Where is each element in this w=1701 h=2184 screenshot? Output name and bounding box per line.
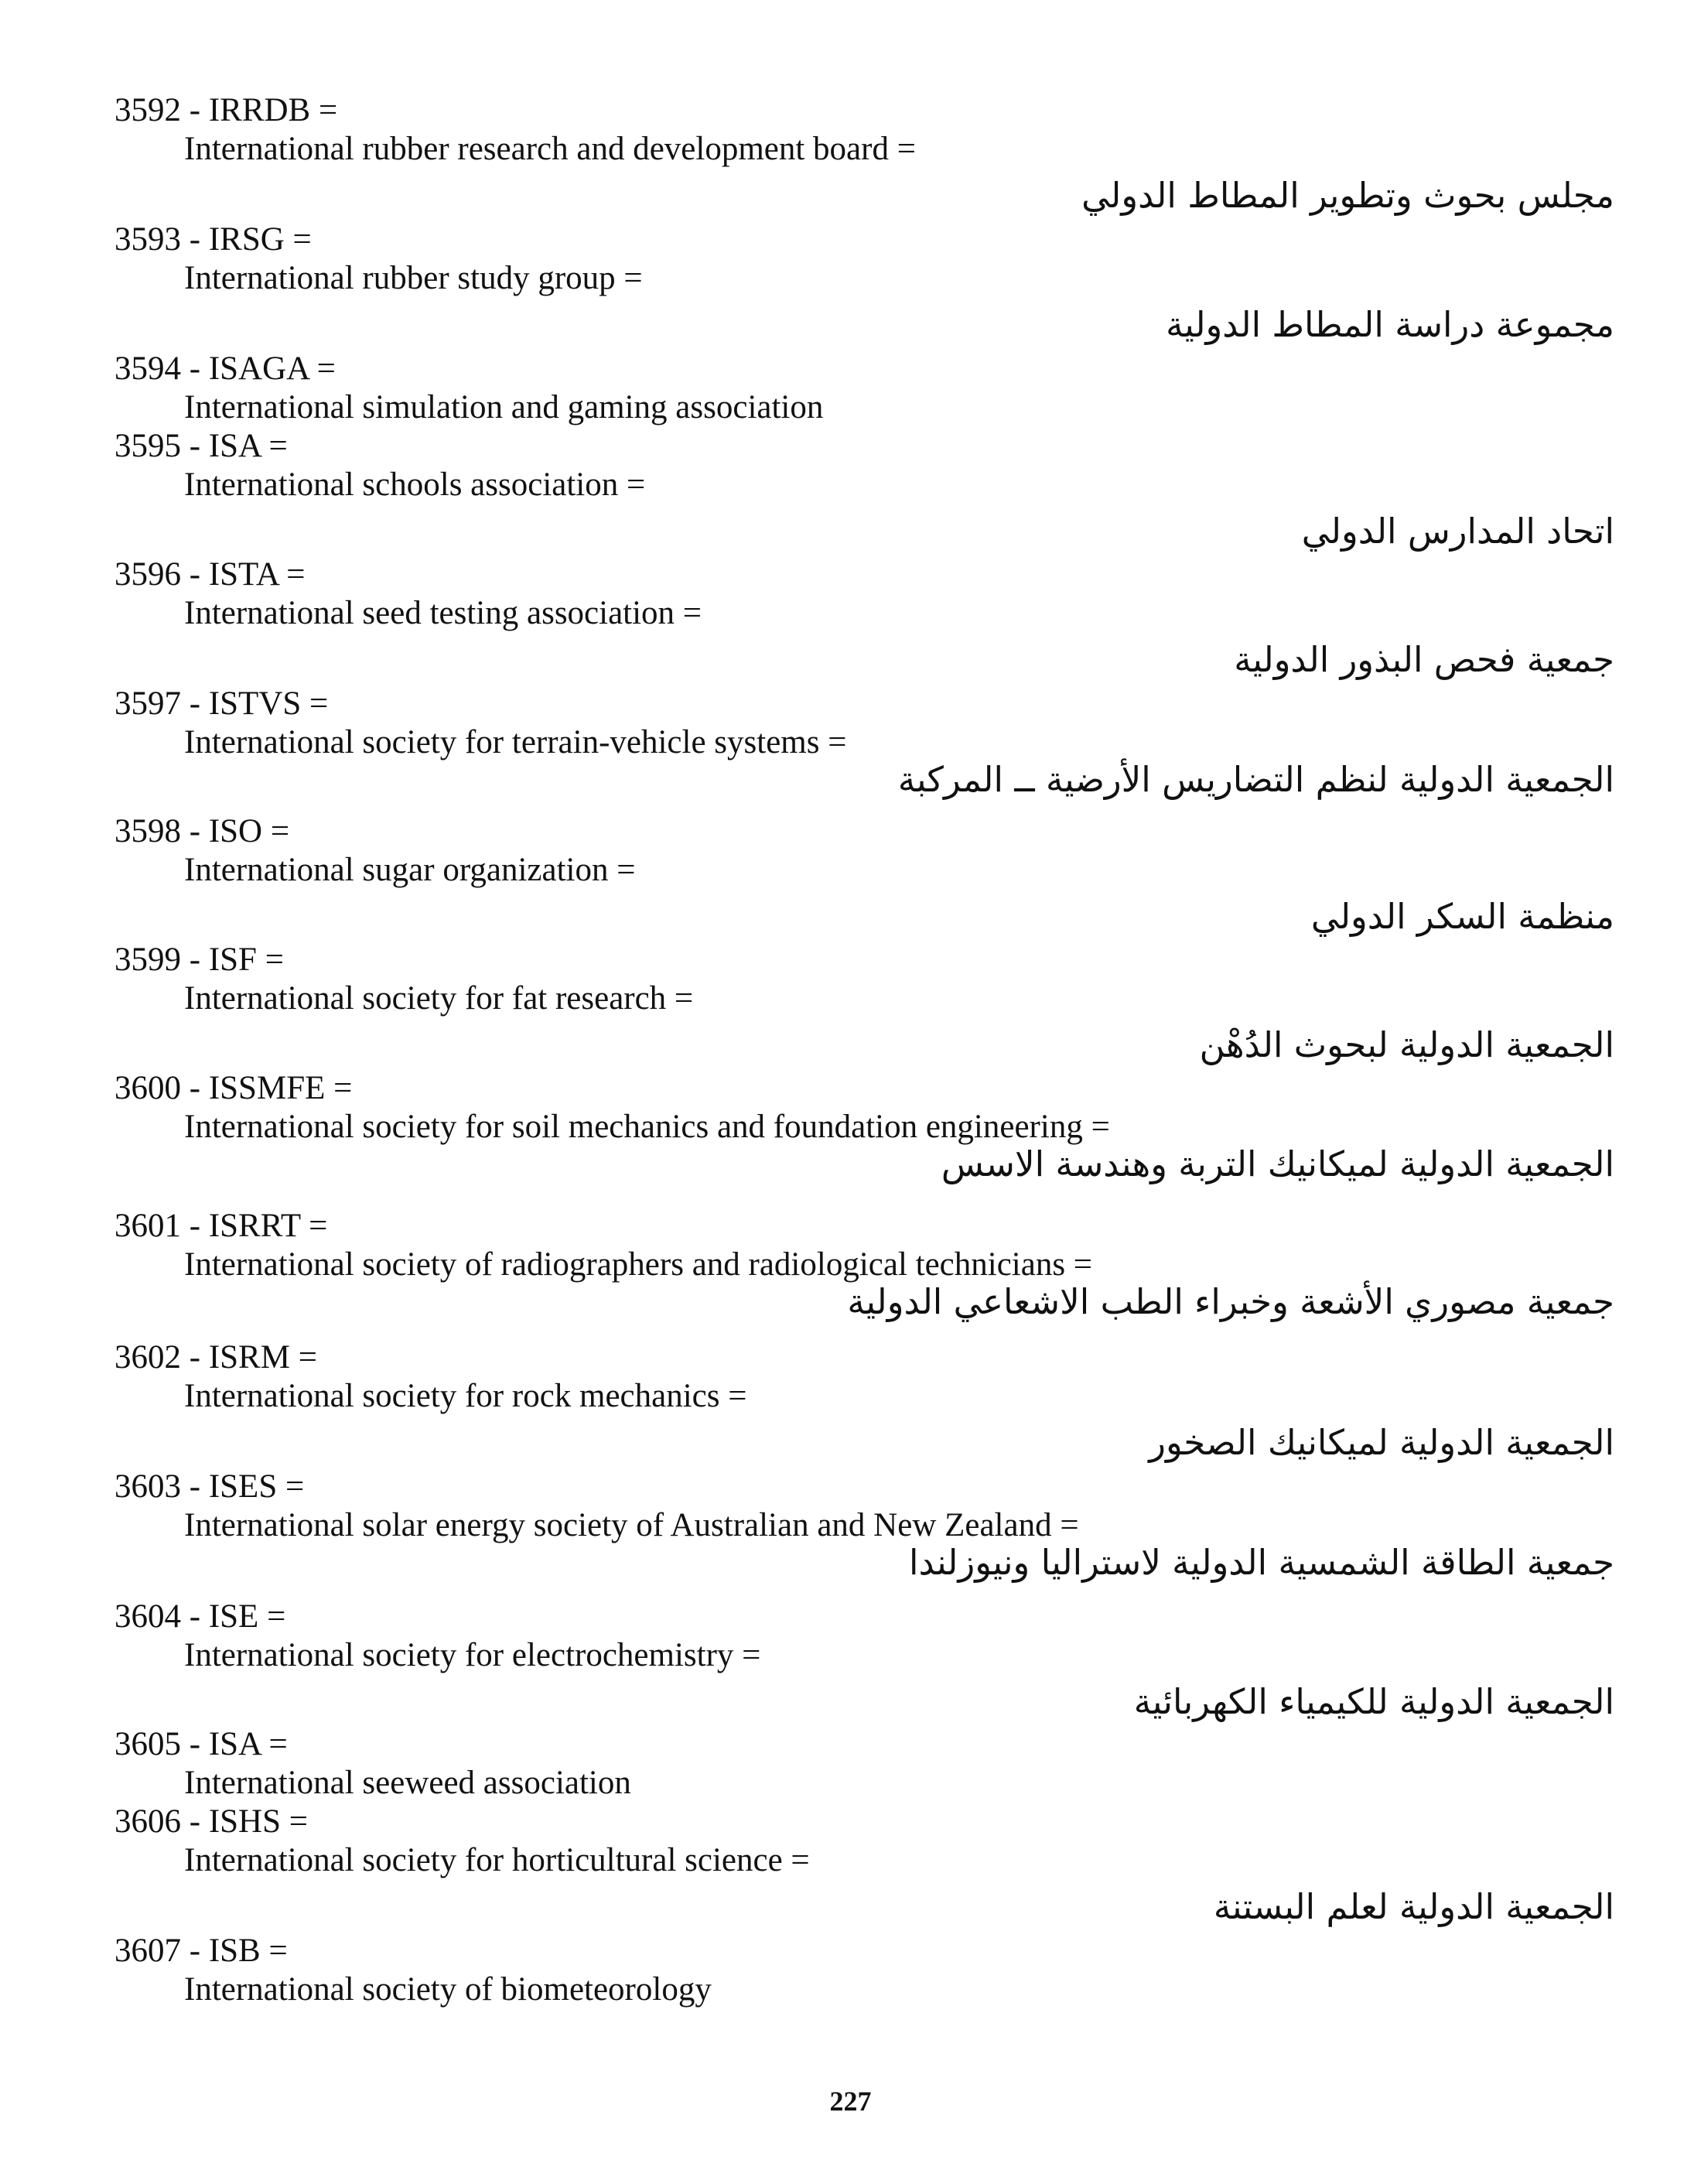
entry-english: International seed testing association = [184,595,702,631]
entry-heading: 3595 - ISA = [114,428,288,464]
entry-arabic: الجمعية الدولية لميكانيك الصخور [1149,1422,1614,1463]
entry-arabic: جمعية الطاقة الشمسية الدولية لاستراليا ونيوزلندا [909,1542,1614,1583]
entry-heading: 3592 - IRRDB = [114,92,338,128]
entry-heading: 3598 - ISO = [114,813,290,849]
entry-english: International society for soil mechanics and foundation engineering = [184,1109,1110,1145]
entry-heading: 3606 - ISHS = [114,1803,309,1840]
entry-arabic: منظمة السكر الدولي [1310,896,1614,937]
entry-3598 [0,812,1701,944]
entry-arabic: مجلس بحوث وتطوير المطاط الدولي [1081,175,1614,216]
entry-english: International society of biometeorology [184,1971,712,2008]
entry-3599 [0,941,1701,1072]
entry-3593 [0,220,1701,352]
entry-3606 [0,1803,1701,1934]
entry-english: International solar energy society of Australian and New Zealand = [184,1507,1079,1543]
entry-arabic: اتحاد المدارس الدولي [1301,511,1614,552]
entry-heading: 3593 - IRSG = [114,221,312,258]
entry-arabic: جمعية مصوري الأشعة وخبراء الطب الاشعاعي الدولية [847,1281,1614,1322]
entry-english: International seeweed association [184,1765,631,1801]
entry-arabic: الجمعية الدولية لنظم التضاريس الأرضية ــ المركبة [897,759,1614,800]
entry-heading: 3604 - ISE = [114,1598,286,1635]
entry-english: International simulation and gaming association [184,389,824,426]
entry-arabic: جمعية فحص البذور الدولية [1234,639,1614,680]
page-number: 227 [829,2086,872,2117]
entry-3605 [0,1725,1701,1803]
entry-english: International schools association = [184,467,646,503]
entry-3601 [0,1207,1701,1329]
entry-arabic: الجمعية الدولية للكيمياء الكهربائية [1133,1681,1614,1722]
entry-english: International society for electrochemistry = [184,1637,761,1673]
entry-arabic: الجمعية الدولية لميكانيك التربة وهندسة الاسس [941,1143,1614,1184]
entry-3592 [0,91,1701,223]
entry-heading: 3601 - ISRRT = [114,1208,328,1244]
entry-heading: 3597 - ISTVS = [114,685,329,722]
entry-3600 [0,1069,1701,1191]
entry-english: International rubber study group = [184,260,643,296]
entry-heading: 3603 - ISES = [114,1468,305,1505]
entry-english: International rubber research and development board = [184,131,916,167]
entry-english: International society for horticultural science = [184,1842,810,1878]
entry-english: International society for terrain-vehicle systems = [184,724,847,760]
entry-3607 [0,1932,1701,2009]
entry-heading: 3600 - ISSMFE = [114,1070,353,1106]
entry-english: International society for fat research = [184,980,694,1017]
entry-3594 [0,350,1701,427]
entry-english: International society for rock mechanics = [184,1378,747,1414]
entry-arabic: مجموعة دراسة المطاط الدولية [1166,304,1614,345]
entry-heading: 3605 - ISA = [114,1726,288,1762]
entry-3603 [0,1468,1701,1590]
entry-3597 [0,685,1701,807]
entry-arabic: الجمعية الدولية لعلم البستنة [1213,1886,1614,1927]
entry-3595 [0,427,1701,559]
entry-english: International society of radiographers and radiological technicians = [184,1246,1093,1283]
entry-heading: 3607 - ISB = [114,1933,288,1969]
entry-heading: 3596 - ISTA = [114,556,306,593]
entry-3602 [0,1338,1701,1470]
entry-heading: 3602 - ISRM = [114,1339,317,1376]
entry-arabic: الجمعية الدولية لبحوث الدُهْن [1199,1024,1614,1065]
entry-english: International sugar organization = [184,852,636,888]
entry-heading: 3594 - ISAGA = [114,350,336,387]
entry-3604 [0,1598,1701,1729]
entry-heading: 3599 - ISF = [114,942,284,978]
entry-3596 [0,555,1701,687]
